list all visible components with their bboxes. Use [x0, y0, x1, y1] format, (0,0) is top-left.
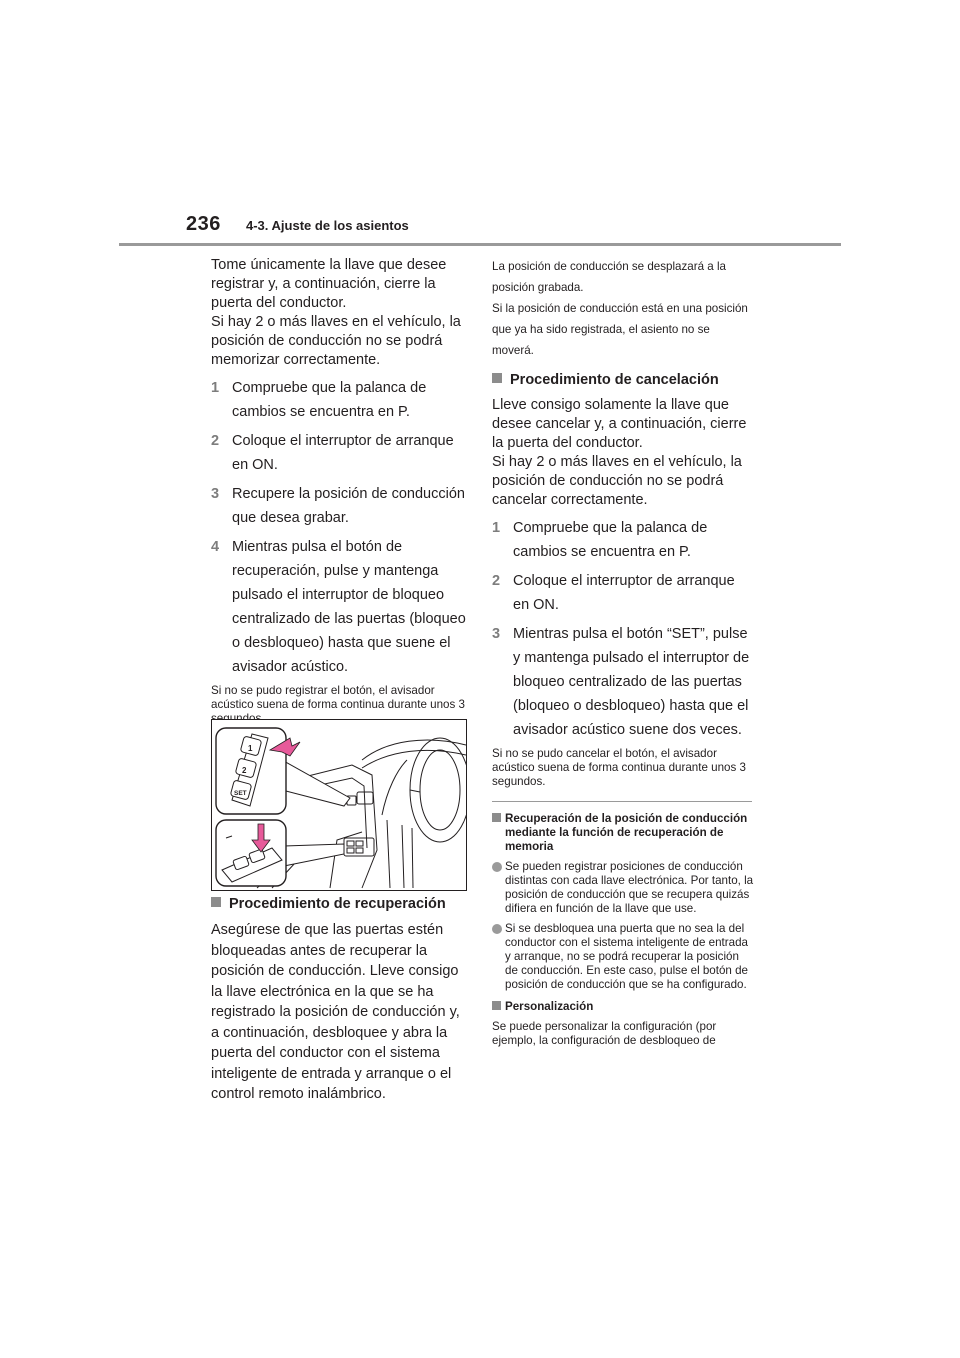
section-square-icon	[492, 813, 501, 822]
bullet-dot-icon	[492, 862, 502, 872]
right-column	[492, 256, 754, 1048]
memory-button-1-label: 1	[248, 744, 253, 753]
step-item	[211, 535, 471, 679]
step-text: Coloque el interruptor de arranque en ON.	[232, 433, 454, 473]
step-number: 3	[211, 486, 220, 502]
step-text: Compruebe que la palanca de cambios se encuentra en P.	[513, 520, 708, 560]
step-number: 4	[211, 539, 220, 555]
section-square-icon	[492, 1001, 501, 1010]
notes-divider	[492, 801, 752, 802]
set-button-label: SET	[234, 790, 247, 797]
door-panel-drawing	[212, 720, 466, 890]
recovery-note: Si la posición de conducción está en una posición que ya ha sido registrada, el asiento no se moverá.	[492, 302, 748, 357]
bullet-item: Se pueden registrar posiciones de conducción distintas con cada llave electrónica. Por tanto, la posición de conducción que se recupera quizás difiera en función de la llave que use.	[492, 860, 754, 916]
step-note: Si no se pudo cancelar el botón, el avisador acústico suena de forma continua durante unos 3 segundos.	[492, 747, 746, 788]
custom-heading: Personalización	[492, 1000, 754, 1014]
step-number: 1	[211, 380, 220, 396]
memory-note-heading: Recuperación de la posición de conducción mediante la función de recuperación de memoria	[492, 812, 754, 854]
bullet-dot-icon	[492, 924, 502, 934]
recovery-heading: Procedimiento de recuperación	[211, 895, 471, 914]
intro-paragraph: Tome únicamente la llave que desee registrar y, a continuación, cierre la puerta del conductor.	[211, 257, 447, 311]
recovery-note: La posición de conducción se desplazará a la posición grabada.	[492, 260, 726, 294]
step-number: 2	[492, 573, 501, 589]
step-text: Mientras pulsa el botón de recuperación, pulse y mantenga pulsado el interruptor de bloqueo centralizado de las puertas (bloqueo o desbloqueo) hasta que suene el avisador acústico.	[232, 539, 466, 675]
custom-paragraph: Se puede personalizar la configuración (por ejemplo, la configuración de desbloqueo de	[492, 1020, 717, 1047]
section-square-icon	[492, 373, 502, 383]
step-item	[211, 376, 471, 424]
page-number: 236	[186, 213, 221, 235]
step-number: 2	[211, 433, 220, 449]
section-title: 4-3. Ajuste de los asientos	[246, 218, 409, 233]
memory-button-2-label: 2	[242, 766, 247, 775]
recovery-section	[211, 895, 471, 1111]
left-column	[211, 256, 471, 726]
step-text: Recupere la posición de conducción que desea grabar.	[232, 486, 465, 526]
step-number: 1	[492, 520, 501, 536]
recovery-paragraph: Asegúrese de que las puertas estén bloqueadas antes de recuperar la posición de conducción. Lleve consigo la llave electrónica en la que se ha registrado la posición de conducción y, a continuación, desbloquee y abra la puerta del conductor con el sistema inteligente de entrada y arranque o el control remoto inalámbrico.	[211, 922, 460, 1102]
step-item	[492, 569, 754, 617]
step-item	[492, 622, 754, 742]
bullet-item: Si se desbloquea una puerta que no sea la del conductor con el sistema inteligente de entrada y arranque, no se podrá recuperar la posición de conducción. En este caso, pulse el botón de posición de conducción que se ha configurado.	[492, 922, 754, 992]
step-note: Si no se pudo registrar el botón, el avisador acústico suena de forma continua durante unos 3	[211, 684, 465, 711]
section-square-icon	[211, 897, 221, 907]
cancel-paragraph: Si hay 2 o más llaves en el vehículo, la posición de conducción no se podrá cancelar correctamente.	[492, 454, 742, 508]
step-item	[211, 482, 471, 530]
intro-paragraph: Si hay 2 o más llaves en el vehículo, la posición de conducción no se podrá memorizar correctamente.	[211, 314, 461, 368]
cancel-heading: Procedimiento de cancelación	[492, 371, 754, 390]
memory-button-illustration	[211, 719, 467, 891]
step-number: 3	[492, 626, 501, 642]
header-divider	[119, 243, 841, 246]
cancel-paragraph: Lleve consigo solamente la llave que desee cancelar y, a continuación, cierre la puerta del conductor.	[492, 397, 747, 451]
step-text: Coloque el interruptor de arranque en ON.	[513, 573, 735, 613]
step-item	[492, 516, 754, 564]
step-text: Mientras pulsa el botón “SET”, pulse y mantenga pulsado el interruptor de bloqueo centralizado de las puertas (bloqueo o desbloqueo) hasta que el avisador acústico suene dos veces.	[513, 626, 750, 738]
step-text: Compruebe que la palanca de cambios se encuentra en P.	[232, 380, 427, 420]
step-item	[211, 429, 471, 477]
